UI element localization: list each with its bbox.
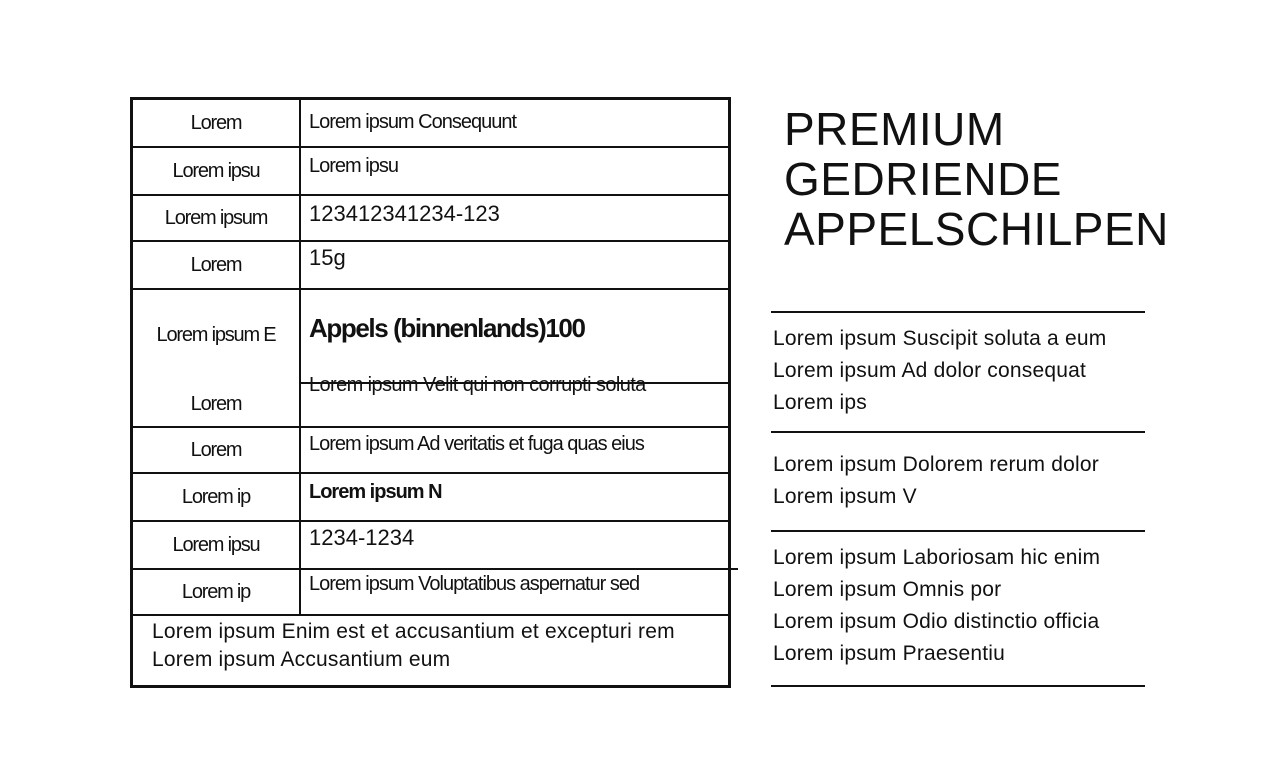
divider [771, 530, 1145, 532]
table-row [133, 290, 728, 380]
table-row [133, 196, 728, 240]
table-row [133, 100, 728, 146]
divider [771, 685, 1145, 687]
table-row [133, 148, 728, 194]
row-label: Lorem ip [181, 580, 251, 603]
divider [771, 431, 1145, 433]
info-block-1 [773, 323, 1153, 419]
title-line: APPELSCHILPEN [784, 203, 1169, 255]
info-line: Lorem ipsum Odio distinctio officia [773, 610, 1100, 633]
info-line: Lorem ipsum Omnis por [773, 578, 1002, 601]
info-line: Lorem ipsum Suscipit soluta a eum [773, 327, 1107, 350]
table-row [133, 570, 728, 614]
row-value: Lorem ipsum N [309, 481, 442, 503]
row-label: Lorem [190, 111, 242, 134]
table-row [133, 474, 728, 520]
row-value: Lorem ipsum Ad veritatis et fuga quas eius [309, 433, 644, 455]
info-line: Lorem ips [773, 391, 868, 414]
info-block-2 [773, 449, 1153, 513]
row-label: Lorem [190, 392, 242, 415]
info-line: Lorem ipsum Ad dolor consequat [773, 359, 1087, 382]
product-title [784, 104, 1204, 254]
row-value: Lorem ipsum Consequunt [309, 111, 517, 133]
row-value: 1234-1234 [309, 525, 415, 550]
label-table [130, 97, 731, 688]
row-value: Appels (binnenlands)100 [309, 313, 585, 343]
title-line: GEDRIENDE [784, 153, 1062, 205]
row-value: Lorem ipsum Voluptatibus aspernatur sed [309, 573, 640, 595]
row-value: Lorem ipsum Velit qui non corrupti soluta [309, 374, 646, 396]
info-line: Lorem ipsum Dolorem rerum dolor [773, 453, 1099, 476]
row-value: 123412341234-123 [309, 201, 500, 226]
info-line: Lorem ipsum V [773, 485, 917, 508]
row-value: Lorem ipsu [309, 155, 398, 177]
info-line: Lorem ipsum Praesentiu [773, 642, 1006, 665]
row-label: Lorem [190, 253, 242, 276]
table-row [133, 242, 728, 288]
footer-line: Lorem ipsum Accusantium eum [152, 648, 451, 671]
row-label: Lorem ipsu [172, 533, 260, 556]
table-row [133, 428, 728, 472]
row-label: Lorem ip [181, 485, 251, 508]
row-value: 15g [309, 245, 346, 270]
row-label: Lorem [190, 438, 242, 461]
title-line: PREMIUM [784, 103, 1005, 155]
table-row [133, 522, 728, 568]
table-footer [152, 618, 720, 674]
divider [771, 311, 1145, 313]
row-label: Lorem ipsu [172, 159, 260, 182]
footer-line: Lorem ipsum Enim est et accusantium et excepturi rem [152, 620, 675, 643]
row-label: Lorem ipsum E [156, 323, 276, 346]
row-label: Lorem ipsum [164, 206, 268, 229]
info-block-3 [773, 542, 1153, 670]
info-line: Lorem ipsum Laboriosam hic enim [773, 546, 1101, 569]
